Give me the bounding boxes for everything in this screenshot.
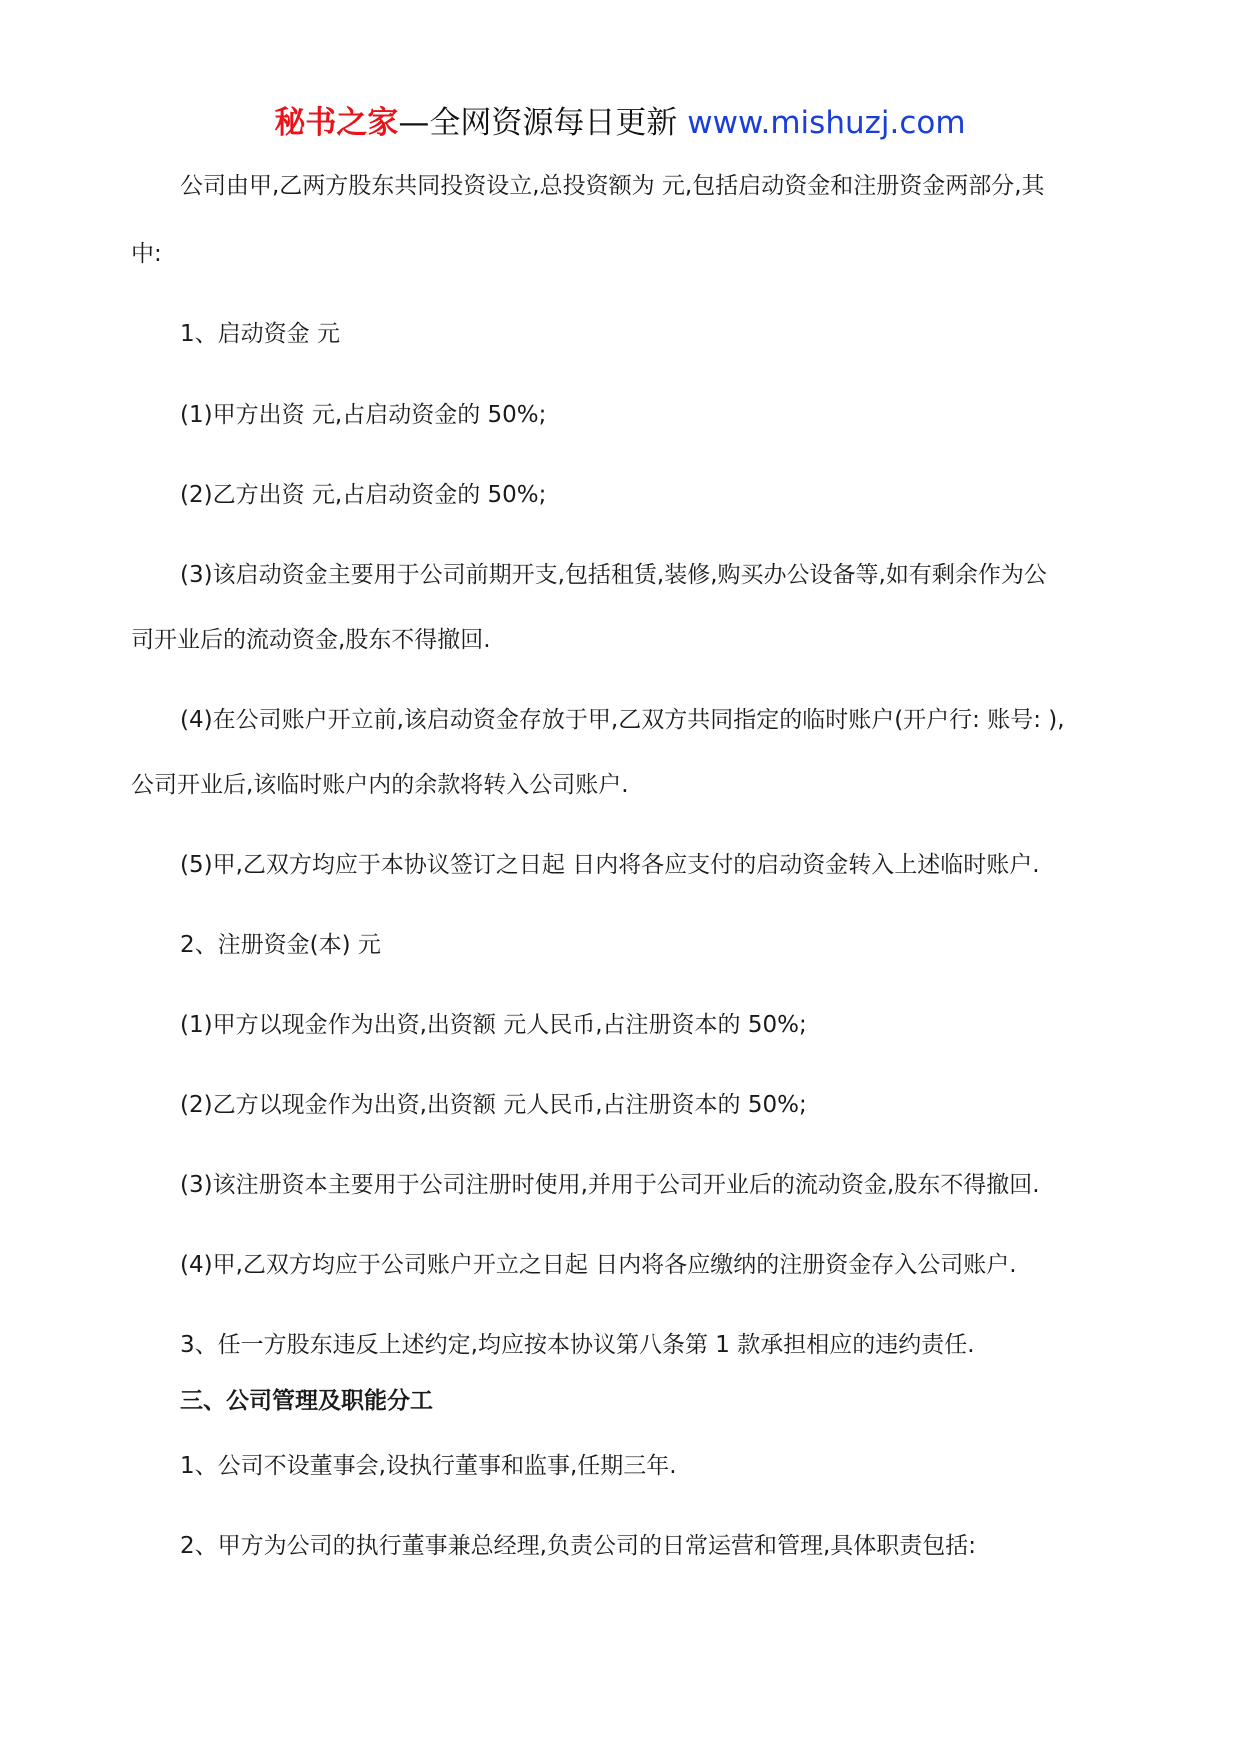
page-header [0, 100, 1240, 146]
section-1-item-3-line-1: (3)该启动资金主要用于公司前期开支,包括租赁,装修,购买办公设备等,如有剩余作为公 [180, 562, 1047, 588]
section-2-item-4: (4)甲,乙双方均应于公司账户开立之日起 日内将各应缴纳的注册资金存入公司账户. [180, 1252, 1017, 1278]
section-1-item-3-line-2: 司开业后的流动资金,股东不得撤回. [131, 627, 491, 653]
section-2-item-3: (3)该注册资本主要用于公司注册时使用,并用于公司开业后的流动资金,股东不得撤回. [180, 1172, 1040, 1198]
section-1-item-4-line-2: 公司开业后,该临时账户内的余款将转入公司账户. [131, 772, 629, 798]
site-url[interactable]: www.mishuzj.com [687, 105, 966, 141]
section-2-item-2: (2)乙方以现金作为出资,出资额 元人民币,占注册资本的 50%; [180, 1092, 807, 1118]
header-slogan: —全网资源每日更新 [398, 105, 688, 141]
section-2-title: 2、注册资金(本) 元 [180, 932, 381, 958]
section-1-item-5: (5)甲,乙双方均应于本协议签订之日起 日内将各应支付的启动资金转入上述临时账户. [180, 852, 1040, 878]
section-1-title: 1、启动资金 元 [180, 321, 340, 347]
chapter-3-item-1: 1、公司不设董事会,设执行董事和监事,任期三年. [180, 1453, 677, 1479]
section-3-clause: 3、任一方股东违反上述约定,均应按本协议第八条第 1 款承担相应的违约责任. [180, 1332, 975, 1358]
section-1-item-1: (1)甲方出资 元,占启动资金的 50%; [180, 402, 547, 428]
section-1-item-4-line-1: (4)在公司账户开立前,该启动资金存放于甲,乙双方共同指定的临时账户(开户行: 账号: ), [180, 707, 1065, 733]
section-1-item-2: (2)乙方出资 元,占启动资金的 50%; [180, 482, 547, 508]
brand-name: 秘书之家 [274, 105, 399, 141]
section-2-item-1: (1)甲方以现金作为出资,出资额 元人民币,占注册资本的 50%; [180, 1012, 807, 1038]
chapter-3-item-2: 2、甲方为公司的执行董事兼总经理,负责公司的日常运营和管理,具体职责包括: [180, 1533, 977, 1559]
intro-line-2: 中: [131, 241, 162, 267]
chapter-3-heading: 三、公司管理及职能分工 [180, 1388, 433, 1414]
intro-line-1: 公司由甲,乙两方股东共同投资设立,总投资额为 元,包括启动资金和注册资金两部分,其 [180, 173, 1045, 199]
